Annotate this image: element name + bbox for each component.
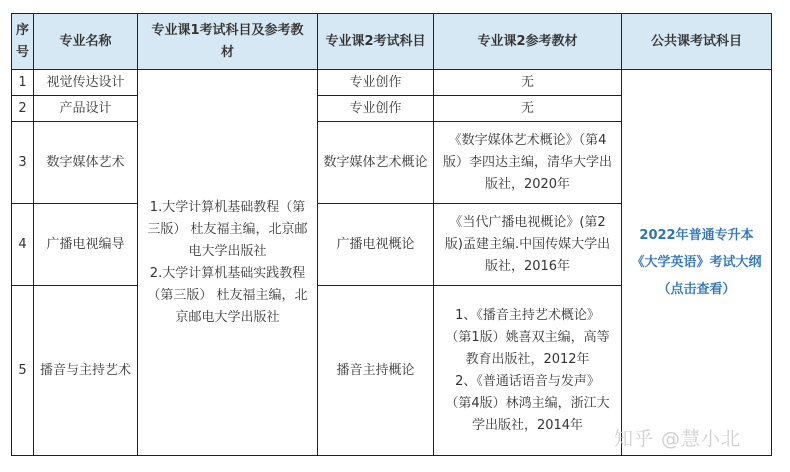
cell-major: 数字媒体艺术 — [34, 122, 138, 204]
cell-seq: 3 — [12, 122, 34, 204]
header-seq: 序 号 — [12, 14, 34, 70]
cell-course2-subject: 播音主持概论 — [318, 286, 434, 456]
cell-seq: 1 — [12, 70, 34, 96]
cell-major: 视觉传达设计 — [34, 70, 138, 96]
cell-course2-textbook: 《数字媒体艺术概论》（第4 版）李四达主编，清华大学出 版社，2020年 — [434, 122, 622, 204]
cell-course2-subject: 专业创作 — [318, 96, 434, 122]
cell-seq: 4 — [12, 204, 34, 286]
cell-course2-subject: 广播电视概论 — [318, 204, 434, 286]
cell-major: 广播电视编导 — [34, 204, 138, 286]
cell-course2-subject: 专业创作 — [318, 70, 434, 96]
cell-course2-textbook: 无 — [434, 70, 622, 96]
exam-subjects-table — [11, 13, 772, 456]
cell-seq: 2 — [12, 96, 34, 122]
public-exam-outline-link[interactable] — [622, 70, 772, 456]
header-major: 专业名称 — [34, 14, 138, 70]
table-row — [12, 70, 772, 96]
cell-course2-textbook: 无 — [434, 96, 622, 122]
cell-course1-shared: 1.大学计算机基础教程（第 三版） 杜友福主编，北京邮 电大学出版社 2.大学计算机基础实践教程 （第三版） 杜友福主编，北 京邮电大学出版社 — [138, 70, 318, 456]
cell-course2-subject: 数字媒体艺术概论 — [318, 122, 434, 204]
public-exam-outline-text[interactable]: 2022年普通专升本 《大学英语》考试大纲 （点击查看） — [631, 228, 762, 297]
header-course1: 专业课1考试科目及参考教 材 — [138, 14, 318, 70]
header-public-subject: 公共课考试科目 — [622, 14, 772, 70]
header-course2-textbook: 专业课2参考教材 — [434, 14, 622, 70]
cell-course2-textbook: 1、《播音主持艺术概论》 （第1版）姚喜双主编，高等 教育出版社，2012年 2、《普通话语音与发声》 （第4版）林鸿主编，浙江大 学出版社，2014年 — [434, 286, 622, 456]
cell-seq: 5 — [12, 286, 34, 456]
cell-major: 产品设计 — [34, 96, 138, 122]
cell-course2-textbook: 《当代广播电视概论》(第2 版)孟建主编.中国传媒大学出 版社，2016年 — [434, 204, 622, 286]
watermark: 知乎 @慧小北 — [614, 428, 742, 450]
table-header-row — [12, 14, 772, 70]
cell-major: 播音与主持艺术 — [34, 286, 138, 456]
header-course2-subject: 专业课2考试科目 — [318, 14, 434, 70]
